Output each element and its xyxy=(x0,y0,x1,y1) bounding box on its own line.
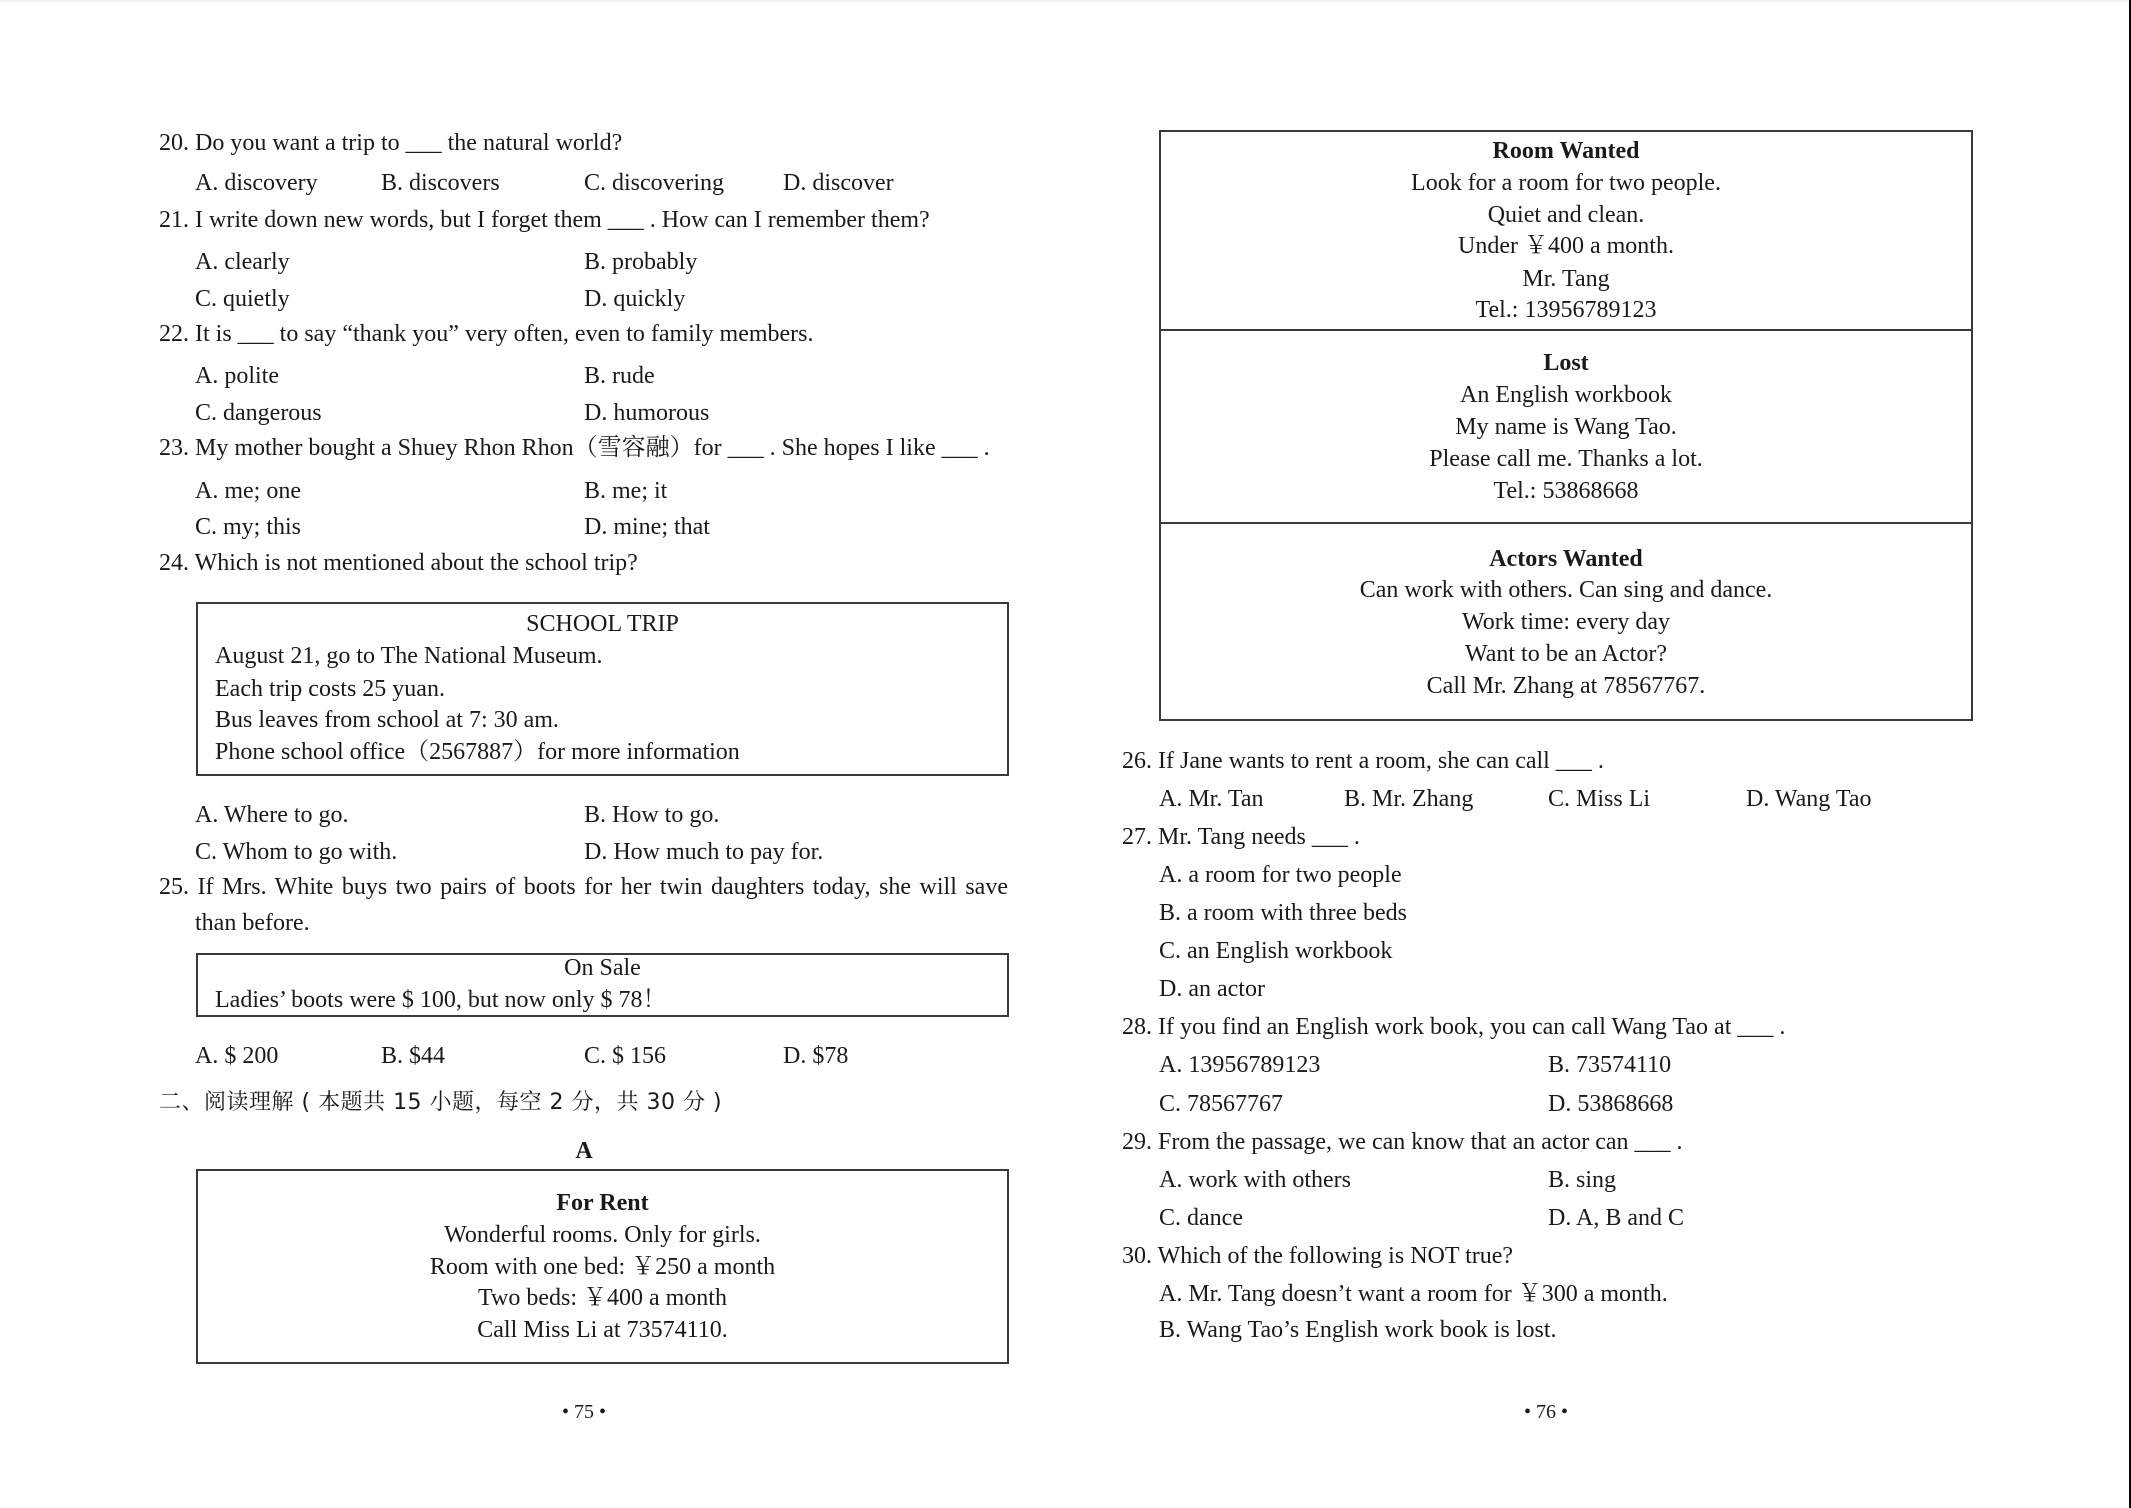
question-29: 29. From the passage, we can know that an actor can ___ . xyxy=(1122,1129,1683,1155)
page-number-left: • 75 • xyxy=(561,1401,606,1423)
top-edge-line xyxy=(0,0,2131,2)
passage-label: A xyxy=(575,1138,593,1164)
option-24-c[interactable]: C. Whom to go with. xyxy=(195,839,398,865)
school-trip-line: August 21, go to The National Museum. xyxy=(215,643,603,669)
for-rent-line: Wonderful rooms. Only for girls. xyxy=(444,1222,761,1248)
section-heading: 二、阅读理解 ( 本题共 15 小题，每空 2 分，共 30 分 ) xyxy=(159,1090,723,1115)
option-27-d[interactable]: D. an actor xyxy=(1159,976,1265,1002)
school-trip-line: Bus leaves from school at 7: 30 am. xyxy=(215,707,559,733)
option-27-c[interactable]: C. an English workbook xyxy=(1159,938,1393,964)
for-rent-title: For Rent xyxy=(556,1190,649,1216)
option-25-b[interactable]: B. $44 xyxy=(381,1043,446,1069)
option-23-c[interactable]: C. my; this xyxy=(195,514,302,540)
lost-line: Tel.: 53868668 xyxy=(1493,478,1639,504)
question-24: 24. Which is not mentioned about the school trip? xyxy=(159,550,638,576)
option-29-a[interactable]: A. work with others xyxy=(1159,1167,1351,1193)
lost-line: An English workbook xyxy=(1460,382,1672,408)
room-wanted-line: Under ￥400 a month. xyxy=(1458,233,1674,259)
question-21: 21. I write down new words, but I forget them ___ . How can I remember them? xyxy=(159,207,930,233)
option-21-a[interactable]: A. clearly xyxy=(195,249,290,275)
question-25-continuation: than before. xyxy=(195,910,310,936)
option-22-c[interactable]: C. dangerous xyxy=(195,400,322,426)
on-sale-line: Ladies’ boots were $ 100, but now only $ 78！ xyxy=(215,987,667,1013)
school-trip-line: Phone school office（2567887）for more information xyxy=(215,739,740,765)
option-20-a[interactable]: A. discovery xyxy=(195,170,318,196)
on-sale-title: On Sale xyxy=(564,955,641,981)
for-rent-line: Call Miss Li at 73574110. xyxy=(477,1317,728,1343)
option-28-d[interactable]: D. 53868668 xyxy=(1548,1091,1674,1117)
option-25-d[interactable]: D. $78 xyxy=(783,1043,849,1069)
option-21-d[interactable]: D. quickly xyxy=(584,286,686,312)
option-26-a[interactable]: A. Mr. Tan xyxy=(1159,786,1264,812)
option-24-d[interactable]: D. How much to pay for. xyxy=(584,839,824,865)
school-trip-title: SCHOOL TRIP xyxy=(526,611,679,637)
lost-line: My name is Wang Tao. xyxy=(1455,414,1677,440)
option-25-c[interactable]: C. $ 156 xyxy=(584,1043,667,1069)
for-rent-line: Room with one bed: ￥250 a month xyxy=(429,1254,776,1280)
school-trip-line: Each trip costs 25 yuan. xyxy=(215,676,445,702)
option-21-c[interactable]: C. quietly xyxy=(195,286,290,312)
option-30-b[interactable]: B. Wang Tao’s English work book is lost. xyxy=(1159,1317,1557,1343)
room-wanted-line: Quiet and clean. xyxy=(1487,202,1645,228)
question-25: 25. If Mrs. White buys two pairs of boots for her twin daughters today, she will save xyxy=(159,874,1008,900)
option-23-a[interactable]: A. me; one xyxy=(195,478,301,504)
actors-wanted-line: Want to be an Actor? xyxy=(1465,641,1667,667)
actors-wanted-title: Actors Wanted xyxy=(1489,546,1643,572)
option-20-c[interactable]: C. discovering xyxy=(584,170,724,196)
option-24-a[interactable]: A. Where to go. xyxy=(195,802,349,828)
question-28: 28. If you find an English work book, you can call Wang Tao at ___ . xyxy=(1122,1014,1786,1040)
option-28-a[interactable]: A. 13956789123 xyxy=(1159,1052,1321,1078)
question-22: 22. It is ___ to say “thank you” very often, even to family members. xyxy=(159,321,814,347)
option-29-c[interactable]: C. dance xyxy=(1159,1205,1243,1231)
option-24-b[interactable]: B. How to go. xyxy=(584,802,720,828)
option-20-d[interactable]: D. discover xyxy=(783,170,894,196)
room-wanted-line: Tel.: 13956789123 xyxy=(1475,297,1657,323)
for-rent-line: Two beds: ￥400 a month xyxy=(478,1285,727,1311)
option-27-b[interactable]: B. a room with three beds xyxy=(1159,900,1407,926)
actors-wanted-line: Work time: every day xyxy=(1462,609,1670,635)
room-wanted-line: Mr. Tang xyxy=(1522,266,1610,292)
option-20-b[interactable]: B. discovers xyxy=(381,170,500,196)
ads-divider xyxy=(1159,329,1973,331)
question-23: 23. My mother bought a Shuey Rhon Rhon（雪容融）for ___ . She hopes I like ___ . xyxy=(159,435,990,461)
option-30-a[interactable]: A. Mr. Tang doesn’t want a room for ￥300 a month. xyxy=(1159,1281,1668,1307)
option-22-d[interactable]: D. humorous xyxy=(584,400,710,426)
option-26-c[interactable]: C. Miss Li xyxy=(1548,786,1651,812)
option-28-b[interactable]: B. 73574110 xyxy=(1548,1052,1672,1078)
option-26-b[interactable]: B. Mr. Zhang xyxy=(1344,786,1474,812)
actors-wanted-line: Can work with others. Can sing and dance. xyxy=(1359,577,1773,603)
option-27-a[interactable]: A. a room for two people xyxy=(1159,862,1402,888)
option-28-c[interactable]: C. 78567767 xyxy=(1159,1091,1284,1117)
lost-line: Please call me. Thanks a lot. xyxy=(1429,446,1703,472)
question-30: 30. Which of the following is NOT true? xyxy=(1122,1243,1514,1269)
option-29-d[interactable]: D. A, B and C xyxy=(1548,1205,1685,1231)
option-29-b[interactable]: B. sing xyxy=(1548,1167,1617,1193)
page-number-right: • 76 • xyxy=(1523,1401,1568,1423)
room-wanted-line: Look for a room for two people. xyxy=(1411,170,1721,196)
option-23-b[interactable]: B. me; it xyxy=(584,478,668,504)
option-23-d[interactable]: D. mine; that xyxy=(584,514,710,540)
option-25-a[interactable]: A. $ 200 xyxy=(195,1043,279,1069)
question-27: 27. Mr. Tang needs ___ . xyxy=(1122,824,1360,850)
option-22-a[interactable]: A. polite xyxy=(195,363,279,389)
option-21-b[interactable]: B. probably xyxy=(584,249,698,275)
room-wanted-title: Room Wanted xyxy=(1492,138,1640,164)
option-26-d[interactable]: D. Wang Tao xyxy=(1746,786,1872,812)
ads-divider xyxy=(1159,522,1973,524)
question-26: 26. If Jane wants to rent a room, she can call ___ . xyxy=(1122,748,1604,774)
option-22-b[interactable]: B. rude xyxy=(584,363,655,389)
actors-wanted-line: Call Mr. Zhang at 78567767. xyxy=(1426,673,1706,699)
lost-title: Lost xyxy=(1543,350,1589,376)
question-20: 20. Do you want a trip to ___ the natural world? xyxy=(159,130,623,156)
